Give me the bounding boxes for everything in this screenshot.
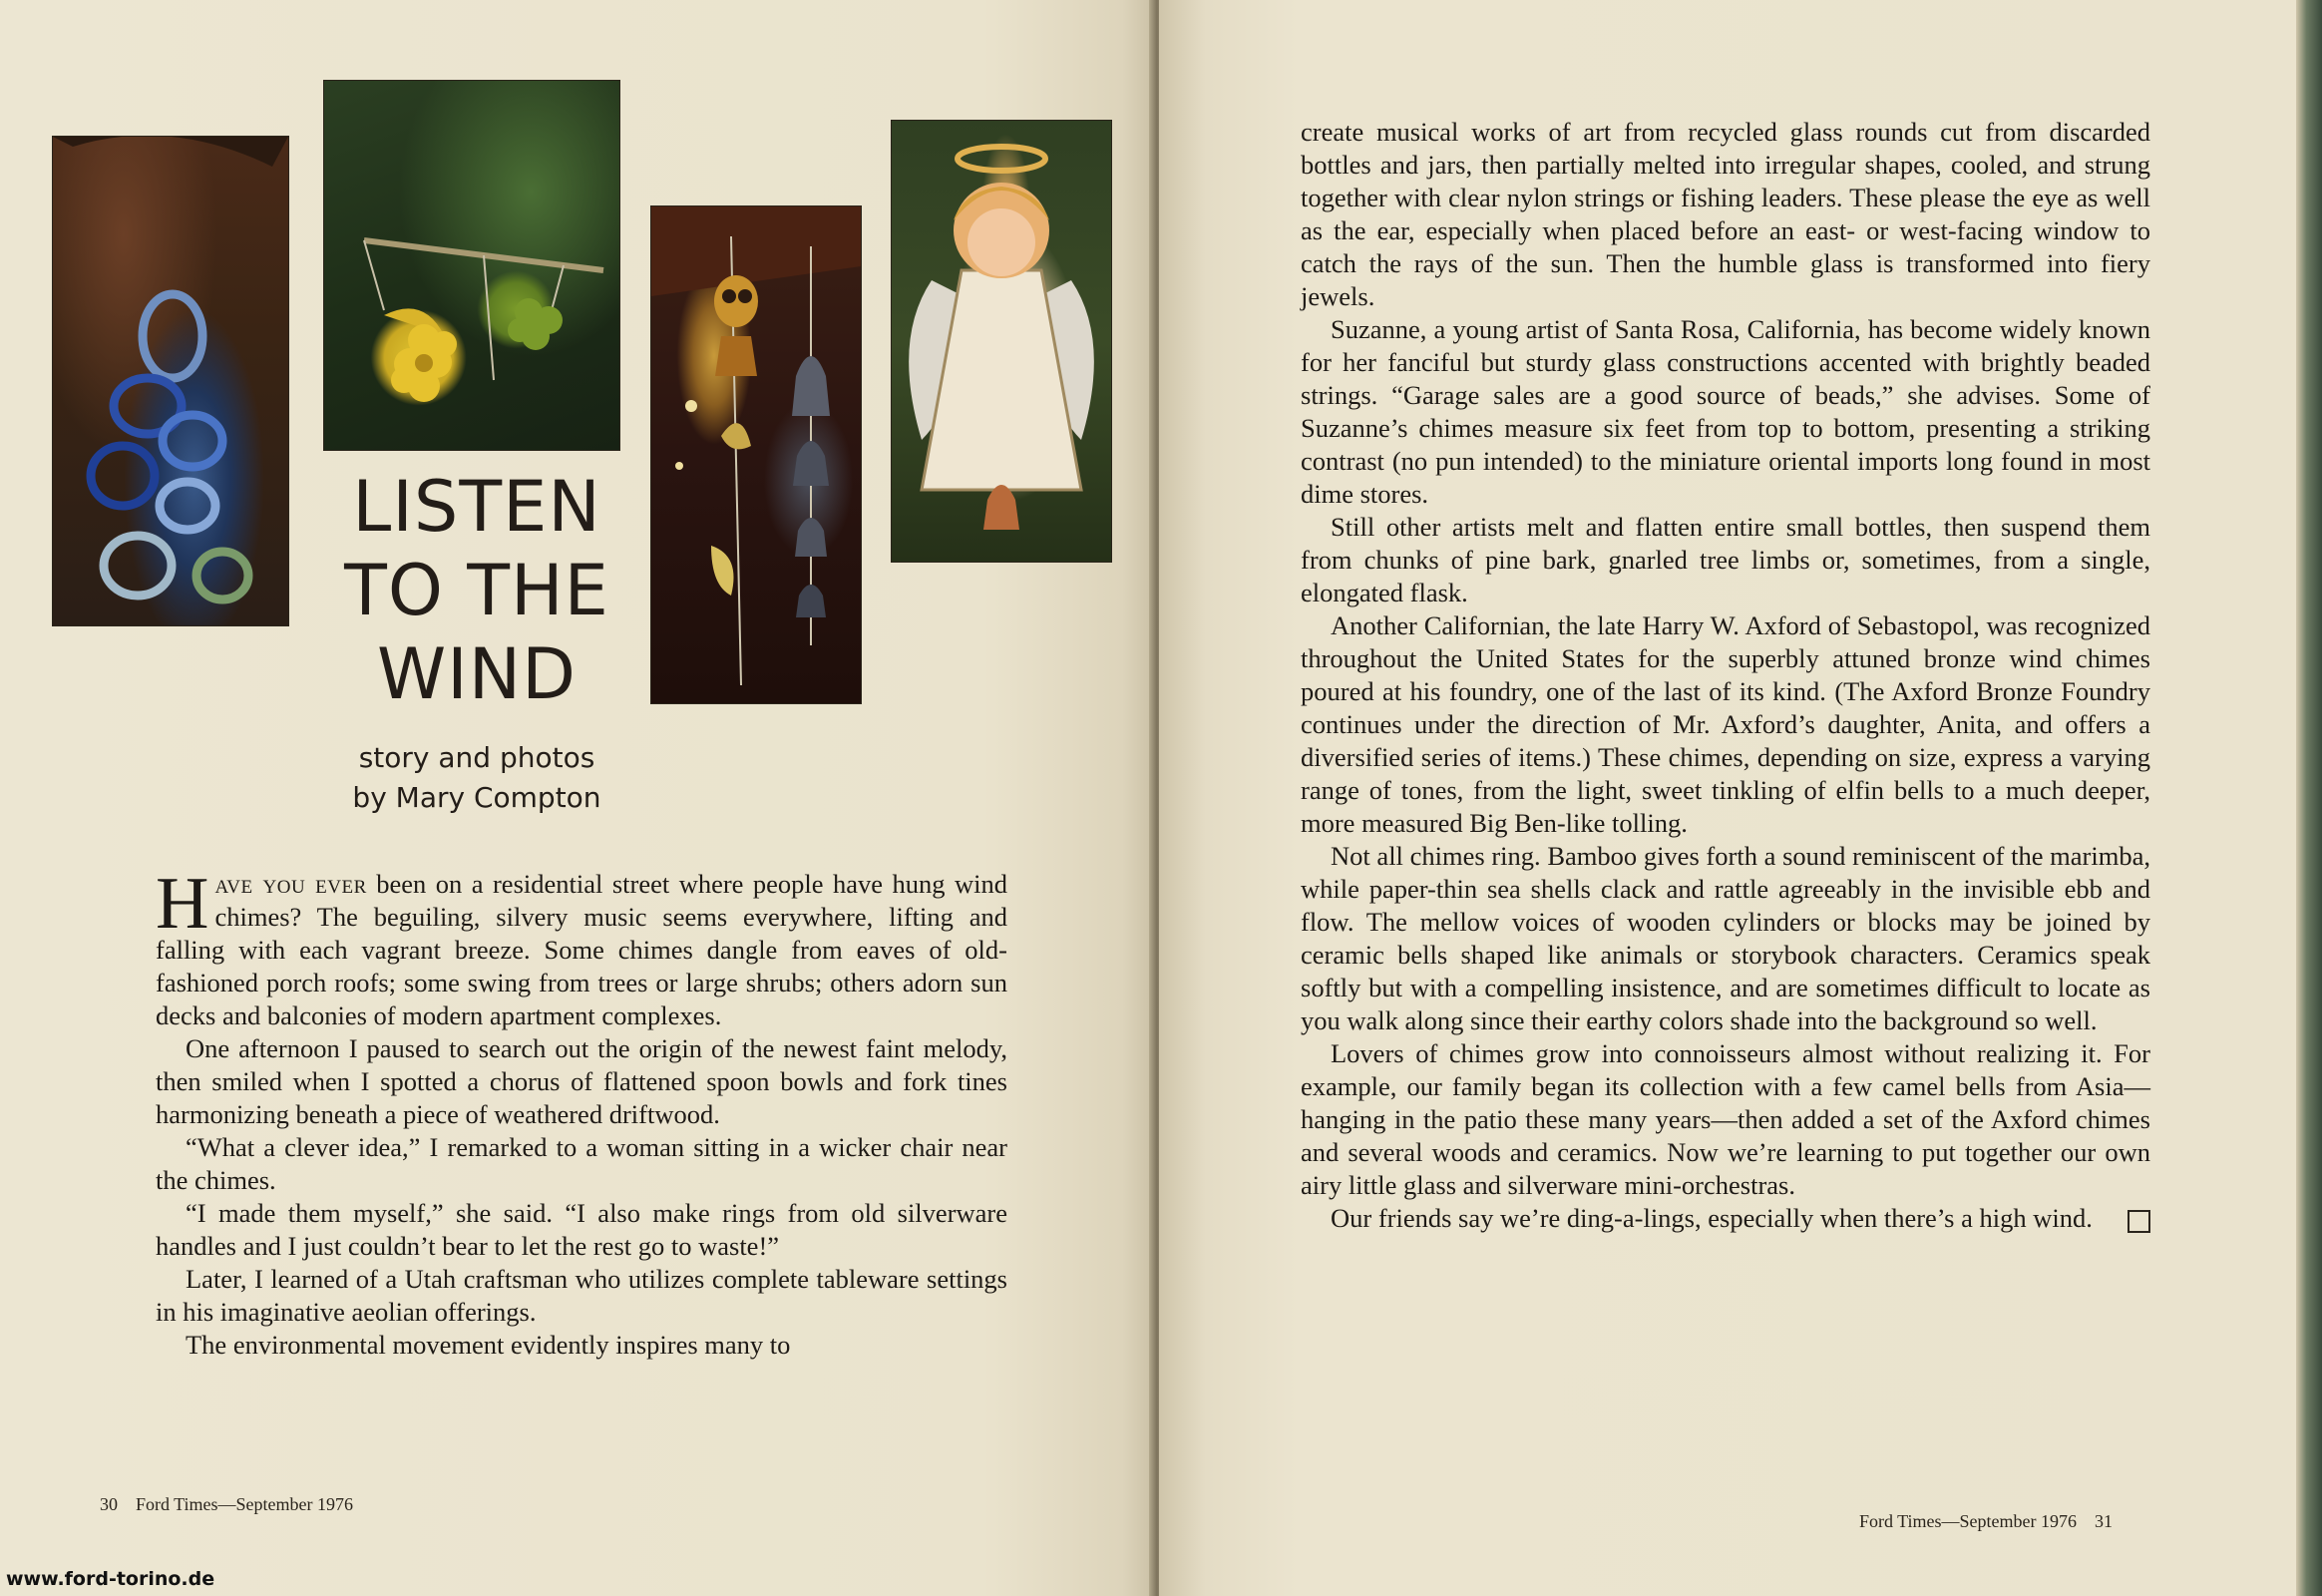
paragraph: “I made them myself,” she said. “I also make rings from old silverware handles and I just couldn’t bear to let the rest go to waste!” <box>156 1198 1007 1261</box>
paragraph-text: been on a residential street where people have hung wind chimes? The beguiling, silvery music seems everywhere, lifting and falling with each vagrant breeze. Some chimes dangle from eaves of old-fashioned porch roofs; some swing from trees or large shrubs; others adorn sun decks and balconies of modern apartment complexes. <box>156 869 1007 1030</box>
right-folio <box>1859 1511 2113 1532</box>
flower-chime-illustration <box>324 81 619 450</box>
page-number-right: 31 <box>2095 1511 2114 1531</box>
glass-chime-illustration <box>53 137 288 625</box>
angel-chime-illustration <box>892 121 1111 562</box>
glass-chime-photo <box>52 136 289 626</box>
drop-cap: H <box>156 863 209 945</box>
bell-chime-illustration <box>651 206 861 703</box>
left-text-column <box>156 863 1007 1362</box>
paragraph: Lovers of chimes grow into connoisseurs almost without realizing it. For example, our family began its collection with a few camel bells from Asia—hanging in the patio these many years—then added a set of the Axford chimes and several woods and ceramics. Now we’re learning to put together our own airy little glass and silverware mini-orchestras. <box>1301 1038 2150 1200</box>
byline <box>317 738 636 818</box>
title-line-2: TO THE <box>344 550 609 631</box>
angel-chime-photo <box>891 120 1112 563</box>
left-page <box>0 0 1157 1596</box>
bell-chime-photo <box>650 205 862 704</box>
paragraph <box>156 863 1007 1032</box>
magazine-line-right: Ford Times—September 1976 <box>1859 1511 2078 1531</box>
left-folio <box>100 1494 353 1515</box>
right-page <box>1159 0 2322 1596</box>
paragraph <box>1301 1202 2150 1235</box>
flower-chime-photo <box>323 80 620 451</box>
watermark: www.ford-torino.de <box>6 1568 215 1590</box>
paragraph: Later, I learned of a Utah craftsman who utilizes complete tableware settings in his imaginative aeolian offerings. <box>156 1264 1007 1327</box>
title-line-1: LISTEN <box>352 466 601 548</box>
paragraph: One afternoon I paused to search out the origin of the newest faint melody, then smiled when I spotted a chorus of flattened spoon bowls and fork tines harmonizing beneath a piece of weathered driftwood. <box>156 1033 1007 1129</box>
paragraph: The environmental movement evidently inspires many to <box>186 1330 791 1360</box>
right-text-column <box>1301 116 2150 1235</box>
article-title <box>317 465 636 716</box>
byline-line-1: story and photos <box>358 741 595 774</box>
lead-in: ave you ever <box>214 869 367 899</box>
byline-line-2: by Mary Compton <box>352 781 601 814</box>
paragraph-text: Our friends say we’re ding-a-lings, especially when there’s a high wind. <box>1331 1203 2093 1233</box>
page-number-left: 30 <box>100 1494 118 1514</box>
paragraph: Not all chimes ring. Bamboo gives forth a sound reminiscent of the marimba, while paper-thin sea shells clack and rattle agreeably in the invisible ebb and flow. The mellow voices of wooden cylinders or blocks may be joined by ceramic bells shaped like animals or storybook characters. Ceramics speak softly but with a compelling insistence, and are sometimes difficult to locate as you walk along since their earthy colors shade into the background so well. <box>1301 841 2150 1035</box>
magazine-line-left: Ford Times—September 1976 <box>136 1494 354 1514</box>
paragraph: “What a clever idea,” I remarked to a woman sitting in a wicker chair near the chimes. <box>156 1132 1007 1195</box>
book-edge <box>2296 0 2322 1596</box>
paragraph: Suzanne, a young artist of Santa Rosa, California, has become widely known for her fanciful but sturdy glass constructions accented with brightly beaded strings. “Garage sales are a good source of beads,” she advises. Some of Suzanne’s chimes measure six feet from top to bottom, presenting a striking contrast (no pun intended) to the miniature oriental imports long found in most dime stores. <box>1301 314 2150 509</box>
end-mark-icon <box>2128 1210 2150 1233</box>
paragraph: Still other artists melt and flatten entire small bottles, then suspend them from chunks of pine bark, gnarled tree limbs or, sometimes, from a single, elongated flask. <box>1301 512 2150 607</box>
title-line-3: WIND <box>376 633 578 715</box>
paragraph: Another Californian, the late Harry W. Axford of Sebastopol, was recognized throughout the United States for the superbly attuned bronze wind chimes poured at his foundry, one of the last of its kind. (The Axford Bronze Foundry continues under the direction of Mr. Axford’s daughter, Anita, and offers a diversified series of items.) These chimes, depending on size, express a varying range of tones, from the light, sweet tinkling of elfin bells to a much deeper, more measured Big Ben-like tolling. <box>1301 610 2150 838</box>
paragraph: create musical works of art from recycled glass rounds cut from discarded bottles and jars, then partially melted into irregular shapes, cooled, and strung together with clear nylon strings or fishing leaders. These please the eye as well as the ear, especially when placed before an east- or west-facing window to catch the rays of the sun. Then the humble glass is transformed into fiery jewels. <box>1301 117 2150 311</box>
